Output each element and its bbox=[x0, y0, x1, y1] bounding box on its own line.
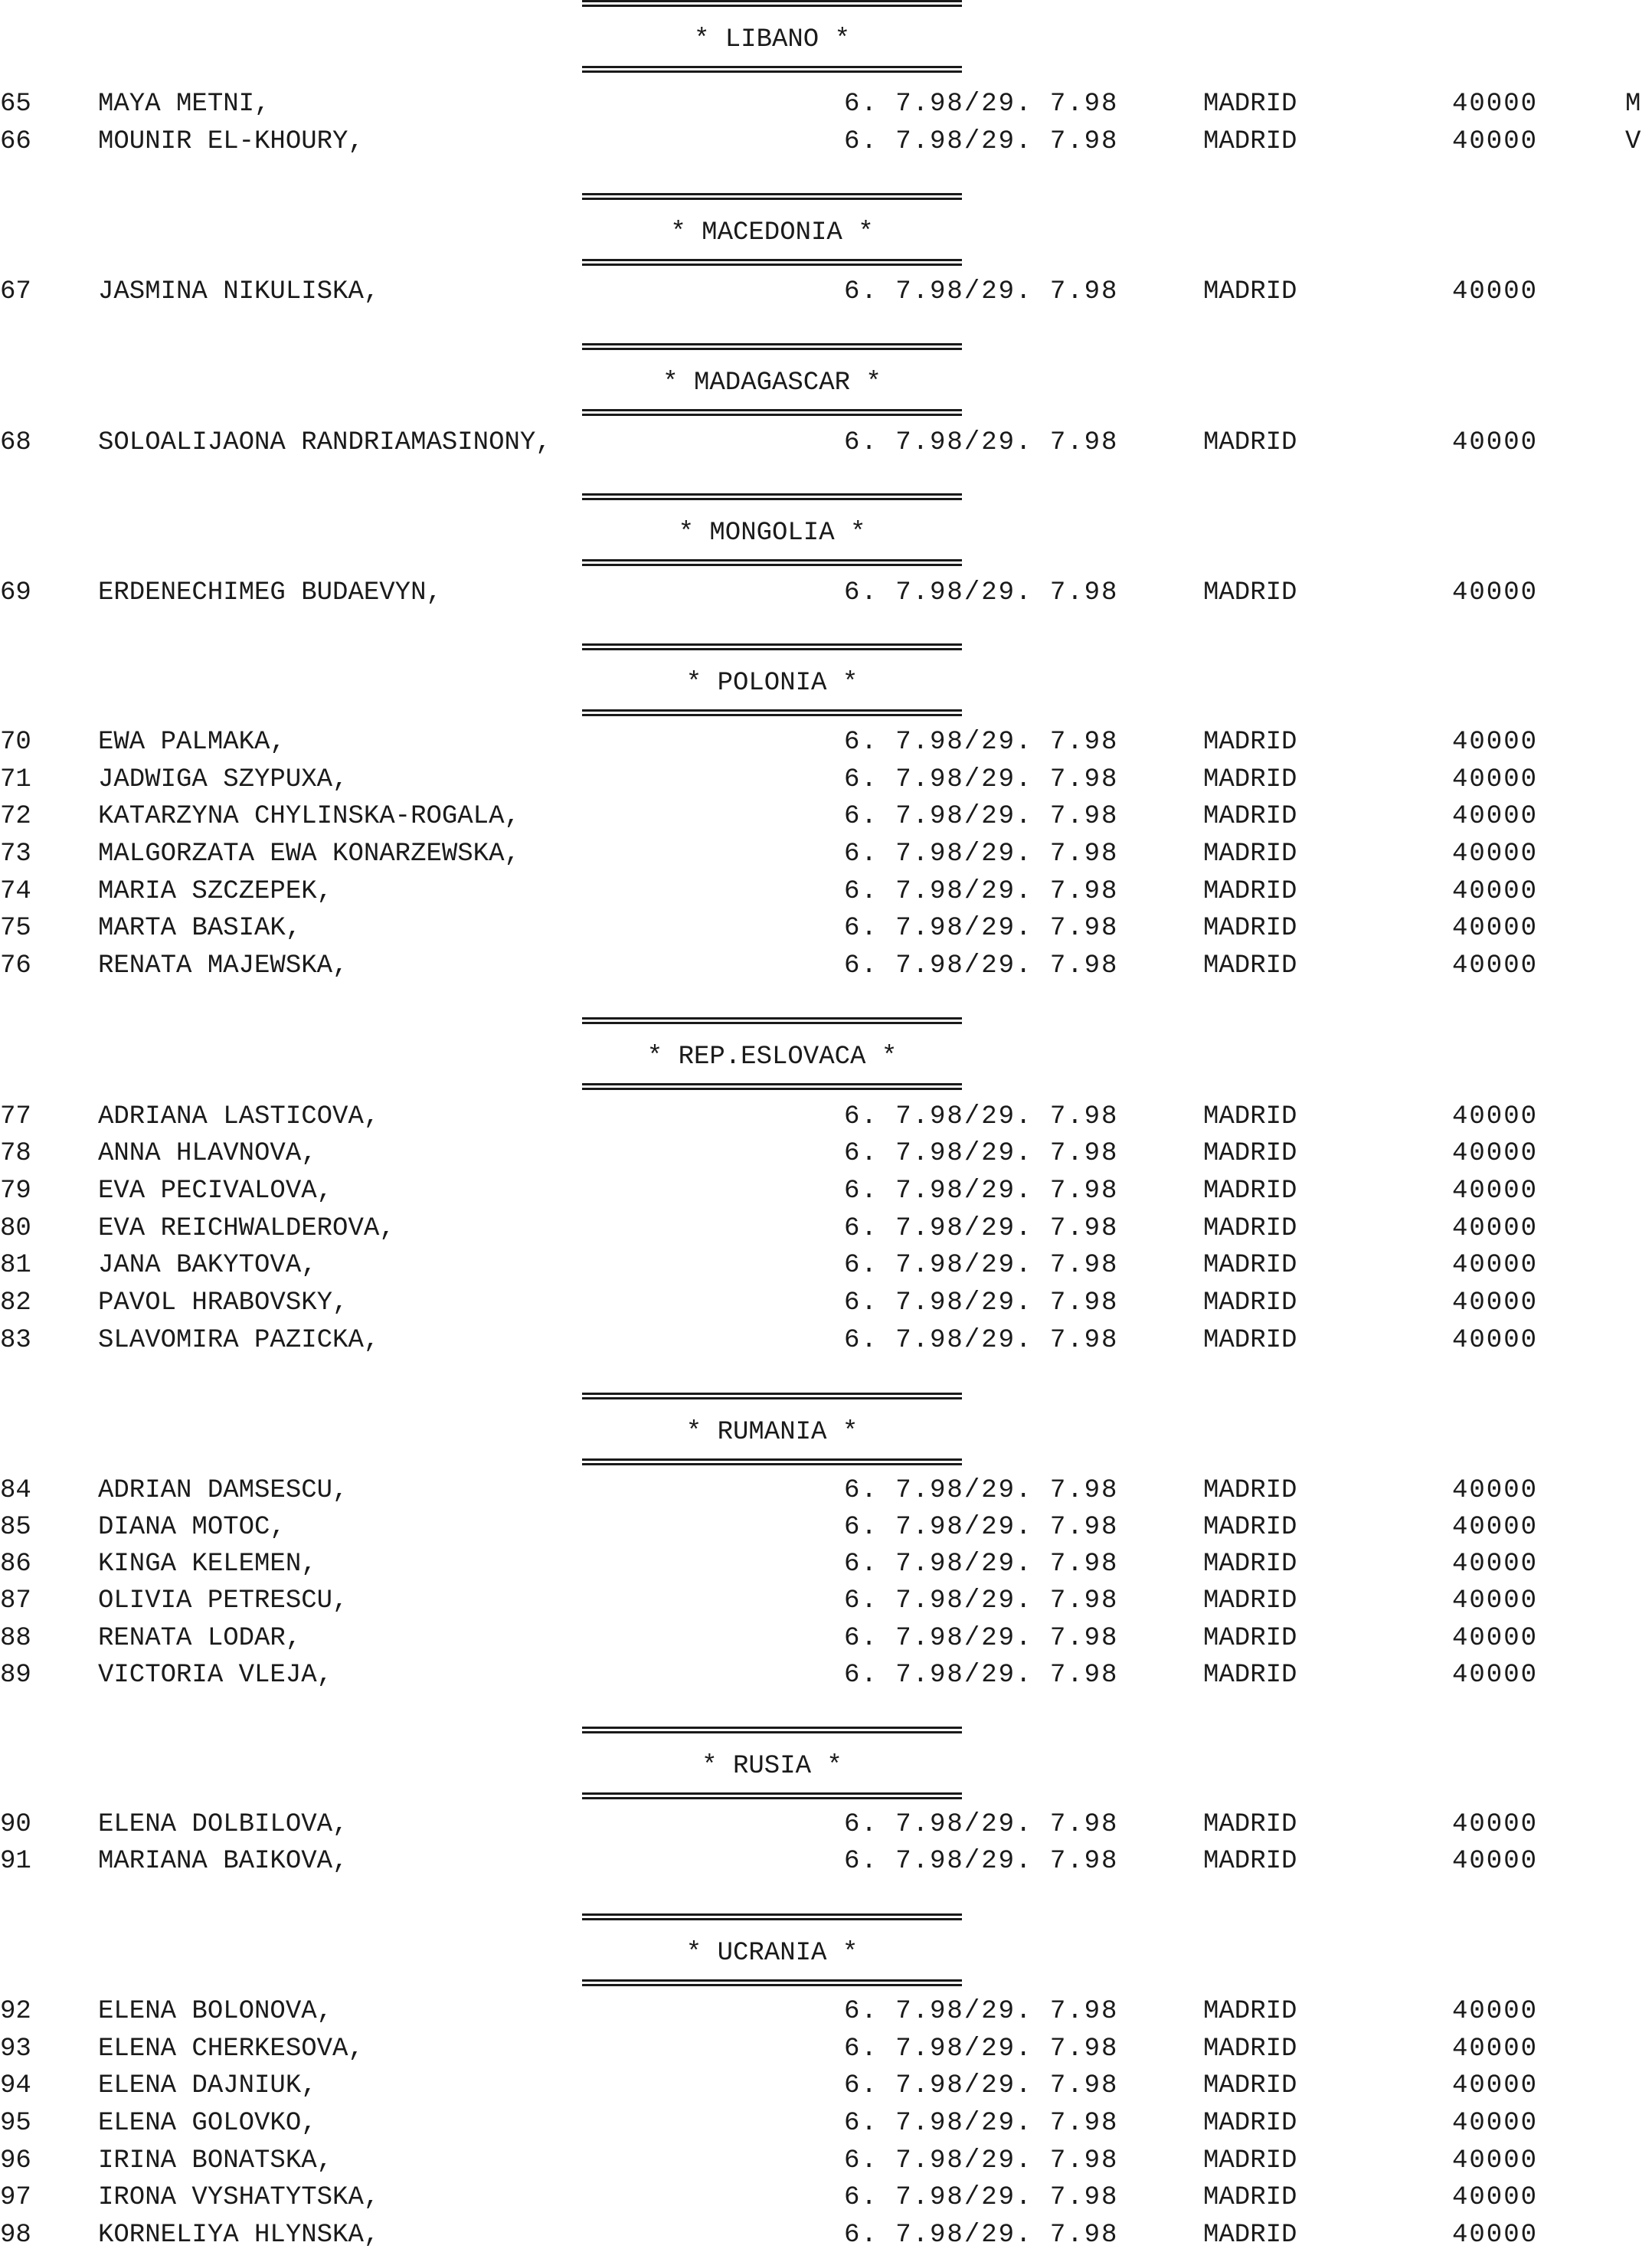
list-item bbox=[0, 2180, 1652, 2215]
amount: 40000 bbox=[1452, 1177, 1539, 1206]
double-rule-bottom bbox=[582, 66, 962, 74]
participant-name: RENATA LODAR, bbox=[98, 1624, 302, 1653]
date-range: 6. 7.98/29. 7.98 bbox=[844, 1810, 1119, 1839]
city: MADRID bbox=[1203, 802, 1297, 831]
list-item bbox=[0, 1994, 1652, 2029]
double-rule-bottom bbox=[582, 1083, 962, 1091]
entry-number: 73 bbox=[0, 840, 31, 869]
section-header bbox=[582, 627, 962, 719]
double-rule-bottom bbox=[582, 1458, 962, 1466]
amount: 40000 bbox=[1452, 1251, 1539, 1280]
date-range: 6. 7.98/29. 7.98 bbox=[844, 127, 1119, 156]
amount: 40000 bbox=[1452, 578, 1539, 607]
list-item bbox=[0, 1658, 1652, 1693]
country-heading: * MONGOLIA * bbox=[678, 519, 866, 548]
participant-name: EVA REICHWALDEROVA, bbox=[98, 1214, 395, 1243]
date-range: 6. 7.98/29. 7.98 bbox=[844, 728, 1119, 757]
list-item bbox=[0, 948, 1652, 984]
entry-number: 67 bbox=[0, 277, 31, 306]
amount: 40000 bbox=[1452, 277, 1539, 306]
entry-number: 95 bbox=[0, 2109, 31, 2138]
city: MADRID bbox=[1203, 1251, 1297, 1280]
entry-number: 89 bbox=[0, 1661, 31, 1690]
city: MADRID bbox=[1203, 1102, 1297, 1131]
city: MADRID bbox=[1203, 1326, 1297, 1355]
participant-name: ELENA CHERKESOVA, bbox=[98, 2034, 364, 2064]
city: MADRID bbox=[1203, 1550, 1297, 1579]
date-range: 6. 7.98/29. 7.98 bbox=[844, 277, 1119, 306]
date-range: 6. 7.98/29. 7.98 bbox=[844, 1661, 1119, 1690]
participant-name: ELENA BOLONOVA, bbox=[98, 1997, 333, 2026]
city: MADRID bbox=[1203, 2071, 1297, 2100]
participant-name: PAVOL HRABOVSKY, bbox=[98, 1288, 348, 1318]
list-item bbox=[0, 2068, 1652, 2103]
participant-name: MARIANA BAIKOVA, bbox=[98, 1847, 348, 1876]
city: MADRID bbox=[1203, 877, 1297, 906]
participant-name: RENATA MAJEWSKA, bbox=[98, 951, 348, 980]
list-item bbox=[0, 1323, 1652, 1358]
country-heading: * MADAGASCAR * bbox=[662, 368, 882, 398]
section-header bbox=[582, 0, 962, 75]
city: MADRID bbox=[1203, 1624, 1297, 1653]
city: MADRID bbox=[1203, 1177, 1297, 1206]
participant-name: JASMINA NIKULISKA, bbox=[98, 277, 380, 306]
amount: 40000 bbox=[1452, 840, 1539, 869]
amount: 40000 bbox=[1452, 1288, 1539, 1318]
city: MADRID bbox=[1203, 428, 1297, 457]
date-range: 6. 7.98/29. 7.98 bbox=[844, 578, 1119, 607]
country-heading: * MACEDONIA * bbox=[670, 218, 874, 247]
list-item bbox=[0, 1136, 1652, 1171]
country-heading: * LIBANO * bbox=[693, 25, 851, 54]
participant-name: KATARZYNA CHYLINSKA-ROGALA, bbox=[98, 802, 520, 831]
amount: 40000 bbox=[1452, 428, 1539, 457]
date-range: 6. 7.98/29. 7.98 bbox=[844, 840, 1119, 869]
date-range: 6. 7.98/29. 7.98 bbox=[844, 802, 1119, 831]
amount: 40000 bbox=[1452, 1586, 1539, 1615]
gender-code: V bbox=[1625, 127, 1641, 156]
entry-number: 82 bbox=[0, 1288, 31, 1318]
participant-name: ANNA HLAVNOVA, bbox=[98, 1139, 317, 1168]
city: MADRID bbox=[1203, 728, 1297, 757]
participant-name: OLIVIA PETRESCU, bbox=[98, 1586, 348, 1615]
double-rule-top bbox=[582, 643, 962, 651]
date-range: 6. 7.98/29. 7.98 bbox=[844, 877, 1119, 906]
double-rule-top bbox=[582, 343, 962, 351]
amount: 40000 bbox=[1452, 1214, 1539, 1243]
entry-number: 96 bbox=[0, 2146, 31, 2175]
city: MADRID bbox=[1203, 1288, 1297, 1318]
entry-number: 87 bbox=[0, 1586, 31, 1615]
country-heading: * UCRANIA * bbox=[685, 1939, 859, 1968]
date-range: 6. 7.98/29. 7.98 bbox=[844, 1214, 1119, 1243]
date-range: 6. 7.98/29. 7.98 bbox=[844, 1251, 1119, 1280]
date-range: 6. 7.98/29. 7.98 bbox=[844, 1476, 1119, 1505]
amount: 40000 bbox=[1452, 1810, 1539, 1839]
amount: 40000 bbox=[1452, 728, 1539, 757]
amount: 40000 bbox=[1452, 765, 1539, 794]
entry-number: 88 bbox=[0, 1624, 31, 1653]
entry-number: 98 bbox=[0, 2221, 31, 2250]
date-range: 6. 7.98/29. 7.98 bbox=[844, 1624, 1119, 1653]
amount: 40000 bbox=[1452, 2109, 1539, 2138]
date-range: 6. 7.98/29. 7.98 bbox=[844, 2071, 1119, 2100]
section-header bbox=[582, 176, 962, 268]
city: MADRID bbox=[1203, 840, 1297, 869]
city: MADRID bbox=[1203, 277, 1297, 306]
participant-name: IRONA VYSHATYTSKA, bbox=[98, 2183, 380, 2212]
list-item bbox=[0, 1248, 1652, 1283]
double-rule-bottom bbox=[582, 709, 962, 717]
date-range: 6. 7.98/29. 7.98 bbox=[844, 1326, 1119, 1355]
list-item bbox=[0, 2218, 1652, 2253]
entry-number: 70 bbox=[0, 728, 31, 757]
participant-name: ELENA DAJNIUK, bbox=[98, 2071, 317, 2100]
amount: 40000 bbox=[1452, 1550, 1539, 1579]
list-item bbox=[0, 1844, 1652, 1879]
amount: 40000 bbox=[1452, 1476, 1539, 1505]
list-item bbox=[0, 2106, 1652, 2141]
entry-number: 86 bbox=[0, 1550, 31, 1579]
entry-number: 81 bbox=[0, 1251, 31, 1280]
amount: 40000 bbox=[1452, 1326, 1539, 1355]
participant-name: JANA BAKYTOVA, bbox=[98, 1251, 317, 1280]
list-item bbox=[0, 1473, 1652, 1508]
entry-number: 84 bbox=[0, 1476, 31, 1505]
list-item bbox=[0, 2031, 1652, 2067]
participant-name: MALGORZATA EWA KONARZEWSKA, bbox=[98, 840, 520, 869]
participant-name: ERDENECHIMEG BUDAEVYN, bbox=[98, 578, 442, 607]
double-rule-bottom bbox=[582, 409, 962, 417]
list-item bbox=[0, 1547, 1652, 1582]
amount: 40000 bbox=[1452, 1847, 1539, 1876]
country-heading: * RUSIA * bbox=[702, 1752, 842, 1781]
section-header bbox=[582, 326, 962, 418]
date-range: 6. 7.98/29. 7.98 bbox=[844, 1513, 1119, 1542]
city: MADRID bbox=[1203, 2221, 1297, 2250]
date-range: 6. 7.98/29. 7.98 bbox=[844, 1177, 1119, 1206]
date-range: 6. 7.98/29. 7.98 bbox=[844, 1139, 1119, 1168]
country-heading: * RUMANIA * bbox=[685, 1418, 859, 1447]
amount: 40000 bbox=[1452, 2183, 1539, 2212]
date-range: 6. 7.98/29. 7.98 bbox=[844, 951, 1119, 980]
participant-name: DIANA MOTOC, bbox=[98, 1513, 286, 1542]
double-rule-top bbox=[582, 1913, 962, 1921]
entry-number: 69 bbox=[0, 578, 31, 607]
participant-name: MARTA BASIAK, bbox=[98, 914, 302, 943]
amount: 40000 bbox=[1452, 90, 1539, 119]
country-heading: * POLONIA * bbox=[685, 669, 859, 698]
list-item bbox=[0, 874, 1652, 909]
list-item bbox=[0, 762, 1652, 797]
participant-name: JADWIGA SZYPUXA, bbox=[98, 765, 348, 794]
participant-name: ADRIAN DAMSESCU, bbox=[98, 1476, 348, 1505]
amount: 40000 bbox=[1452, 1997, 1539, 2026]
date-range: 6. 7.98/29. 7.98 bbox=[844, 2034, 1119, 2064]
double-rule-top bbox=[582, 493, 962, 501]
entry-number: 71 bbox=[0, 765, 31, 794]
list-item bbox=[0, 124, 1652, 159]
amount: 40000 bbox=[1452, 1139, 1539, 1168]
entry-number: 65 bbox=[0, 90, 31, 119]
list-item bbox=[0, 911, 1652, 946]
entry-number: 97 bbox=[0, 2183, 31, 2212]
city: MADRID bbox=[1203, 1513, 1297, 1542]
entry-number: 93 bbox=[0, 2034, 31, 2064]
double-rule-top bbox=[582, 0, 962, 8]
list-item bbox=[0, 725, 1652, 760]
date-range: 6. 7.98/29. 7.98 bbox=[844, 2146, 1119, 2175]
participant-name: MARIA SZCZEPEK, bbox=[98, 877, 333, 906]
list-item bbox=[0, 274, 1652, 309]
amount: 40000 bbox=[1452, 127, 1539, 156]
participant-name: SOLOALIJAONA RANDRIAMASINONY, bbox=[98, 428, 551, 457]
date-range: 6. 7.98/29. 7.98 bbox=[844, 1847, 1119, 1876]
date-range: 6. 7.98/29. 7.98 bbox=[844, 1102, 1119, 1131]
double-rule-bottom bbox=[582, 1792, 962, 1800]
entry-number: 90 bbox=[0, 1810, 31, 1839]
participant-name: ELENA GOLOVKO, bbox=[98, 2109, 317, 2138]
amount: 40000 bbox=[1452, 1513, 1539, 1542]
city: MADRID bbox=[1203, 765, 1297, 794]
city: MADRID bbox=[1203, 1476, 1297, 1505]
participant-name: ADRIANA LASTICOVA, bbox=[98, 1102, 380, 1131]
participant-name: ELENA DOLBILOVA, bbox=[98, 1810, 348, 1839]
entry-number: 74 bbox=[0, 877, 31, 906]
double-rule-top bbox=[582, 1393, 962, 1400]
date-range: 6. 7.98/29. 7.98 bbox=[844, 765, 1119, 794]
amount: 40000 bbox=[1452, 2071, 1539, 2100]
section-header bbox=[582, 1000, 962, 1092]
participant-name: KORNELIYA HLYNSKA, bbox=[98, 2221, 380, 2250]
city: MADRID bbox=[1203, 1997, 1297, 2026]
amount: 40000 bbox=[1452, 2221, 1539, 2250]
section-header bbox=[582, 1376, 962, 1468]
participant-name: EVA PECIVALOVA, bbox=[98, 1177, 333, 1206]
list-item bbox=[0, 1211, 1652, 1246]
entry-number: 72 bbox=[0, 802, 31, 831]
list-item bbox=[0, 575, 1652, 611]
amount: 40000 bbox=[1452, 1624, 1539, 1653]
amount: 40000 bbox=[1452, 1102, 1539, 1131]
participant-name: VICTORIA VLEJA, bbox=[98, 1661, 333, 1690]
date-range: 6. 7.98/29. 7.98 bbox=[844, 1586, 1119, 1615]
double-rule-bottom bbox=[582, 1979, 962, 1987]
entry-number: 78 bbox=[0, 1139, 31, 1168]
city: MADRID bbox=[1203, 2183, 1297, 2212]
participant-name: MAYA METNI, bbox=[98, 90, 270, 119]
country-heading: * REP.ESLOVACA * bbox=[646, 1043, 898, 1072]
city: MADRID bbox=[1203, 1139, 1297, 1168]
entry-number: 68 bbox=[0, 428, 31, 457]
amount: 40000 bbox=[1452, 802, 1539, 831]
entry-number: 77 bbox=[0, 1102, 31, 1131]
list-item bbox=[0, 1583, 1652, 1619]
amount: 40000 bbox=[1452, 914, 1539, 943]
date-range: 6. 7.98/29. 7.98 bbox=[844, 1550, 1119, 1579]
double-rule-bottom bbox=[582, 559, 962, 567]
entry-number: 85 bbox=[0, 1513, 31, 1542]
participant-name: MOUNIR EL-KHOURY, bbox=[98, 127, 364, 156]
list-item bbox=[0, 1807, 1652, 1842]
date-range: 6. 7.98/29. 7.98 bbox=[844, 1997, 1119, 2026]
entry-number: 79 bbox=[0, 1177, 31, 1206]
date-range: 6. 7.98/29. 7.98 bbox=[844, 428, 1119, 457]
gender-code: M bbox=[1625, 90, 1641, 119]
city: MADRID bbox=[1203, 1586, 1297, 1615]
section-header bbox=[582, 476, 962, 568]
city: MADRID bbox=[1203, 951, 1297, 980]
list-item bbox=[0, 87, 1652, 122]
city: MADRID bbox=[1203, 1661, 1297, 1690]
double-rule-top bbox=[582, 193, 962, 201]
list-item bbox=[0, 1285, 1652, 1321]
entry-number: 80 bbox=[0, 1214, 31, 1243]
city: MADRID bbox=[1203, 2146, 1297, 2175]
date-range: 6. 7.98/29. 7.98 bbox=[844, 90, 1119, 119]
participant-name: KINGA KELEMEN, bbox=[98, 1550, 317, 1579]
double-rule-top bbox=[582, 1017, 962, 1025]
amount: 40000 bbox=[1452, 2146, 1539, 2175]
entry-number: 92 bbox=[0, 1997, 31, 2026]
double-rule-top bbox=[582, 1727, 962, 1734]
date-range: 6. 7.98/29. 7.98 bbox=[844, 1288, 1119, 1318]
date-range: 6. 7.98/29. 7.98 bbox=[844, 2221, 1119, 2250]
entry-number: 94 bbox=[0, 2071, 31, 2100]
list-item bbox=[0, 1099, 1652, 1134]
list-item bbox=[0, 799, 1652, 834]
city: MADRID bbox=[1203, 914, 1297, 943]
entry-number: 66 bbox=[0, 127, 31, 156]
list-item bbox=[0, 1510, 1652, 1545]
city: MADRID bbox=[1203, 1847, 1297, 1876]
amount: 40000 bbox=[1452, 877, 1539, 906]
entry-number: 83 bbox=[0, 1326, 31, 1355]
participant-name: SLAVOMIRA PAZICKA, bbox=[98, 1326, 380, 1355]
city: MADRID bbox=[1203, 2109, 1297, 2138]
city: MADRID bbox=[1203, 90, 1297, 119]
city: MADRID bbox=[1203, 578, 1297, 607]
city: MADRID bbox=[1203, 1214, 1297, 1243]
participant-name: EWA PALMAKA, bbox=[98, 728, 286, 757]
date-range: 6. 7.98/29. 7.98 bbox=[844, 2183, 1119, 2212]
section-header bbox=[582, 1897, 962, 1989]
list-item bbox=[0, 2143, 1652, 2179]
date-range: 6. 7.98/29. 7.98 bbox=[844, 2109, 1119, 2138]
list-item bbox=[0, 425, 1652, 460]
entry-number: 91 bbox=[0, 1847, 31, 1876]
city: MADRID bbox=[1203, 127, 1297, 156]
list-item bbox=[0, 1621, 1652, 1656]
double-rule-bottom bbox=[582, 259, 962, 267]
entry-number: 75 bbox=[0, 914, 31, 943]
participant-name: IRINA BONATSKA, bbox=[98, 2146, 333, 2175]
amount: 40000 bbox=[1452, 2034, 1539, 2064]
entry-number: 76 bbox=[0, 951, 31, 980]
amount: 40000 bbox=[1452, 951, 1539, 980]
date-range: 6. 7.98/29. 7.98 bbox=[844, 914, 1119, 943]
city: MADRID bbox=[1203, 2034, 1297, 2064]
list-item bbox=[0, 1174, 1652, 1209]
list-item bbox=[0, 836, 1652, 872]
amount: 40000 bbox=[1452, 1661, 1539, 1690]
city: MADRID bbox=[1203, 1810, 1297, 1839]
section-header bbox=[582, 1710, 962, 1802]
